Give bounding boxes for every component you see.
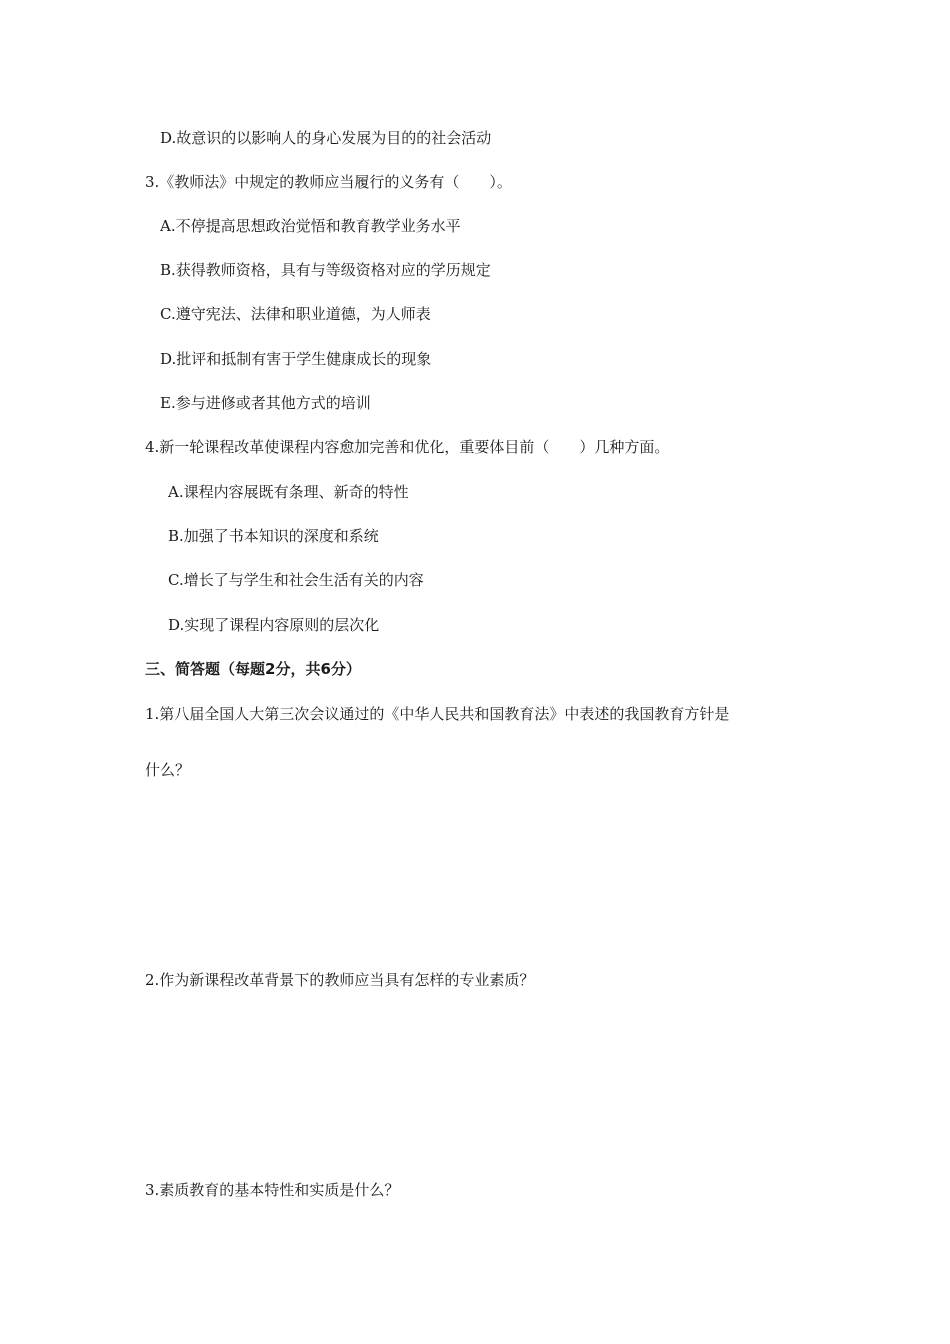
q3-option-b: B.获得教师资格，具有与等级资格对应的学历规定 — [160, 261, 491, 279]
q3-option-e: E.参与进修或者其他方式的培训 — [160, 394, 371, 412]
short-q2: 2.作为新课程改革背景下的教师应当具有怎样的专业素质？ — [145, 971, 535, 989]
q4-option-d: D.实现了课程内容原则的层次化 — [168, 616, 380, 634]
short-q3: 3.素质教育的基本特性和实质是什么？ — [145, 1181, 400, 1199]
q2-option-d: D.故意识的以影响人的身心发展为目的的社会活动 — [160, 129, 492, 147]
q4-stem: 4.新一轮课程改革使课程内容愈加完善和优化，重要体目前（ ）几种方面。 — [145, 438, 670, 456]
q4-option-a: A.课程内容展既有条理、新奇的特性 — [168, 483, 409, 501]
section-title: 三、简答题（每题2分，共6分） — [145, 660, 361, 678]
q4-option-b: B.加强了书本知识的深度和系统 — [168, 527, 379, 545]
q3-option-a: A.不停提高思想政治觉悟和教育教学业务水平 — [160, 217, 461, 235]
short-q1-line1: 1.第八届全国人大第三次会议通过的《中华人民共和国教育法》中表述的我国教育方针是 — [145, 705, 730, 723]
short-q1-line2: 什么？ — [145, 761, 191, 779]
q3-option-c: C.遵守宪法、法律和职业道德，为人师表 — [160, 305, 431, 323]
q3-option-d: D.批评和抵制有害于学生健康成长的现象 — [160, 350, 432, 368]
q4-option-c: C.增长了与学生和社会生活有关的内容 — [168, 571, 424, 589]
q3-stem: 3.《教师法》中规定的教师应当履行的义务有（ ）。 — [145, 173, 512, 191]
